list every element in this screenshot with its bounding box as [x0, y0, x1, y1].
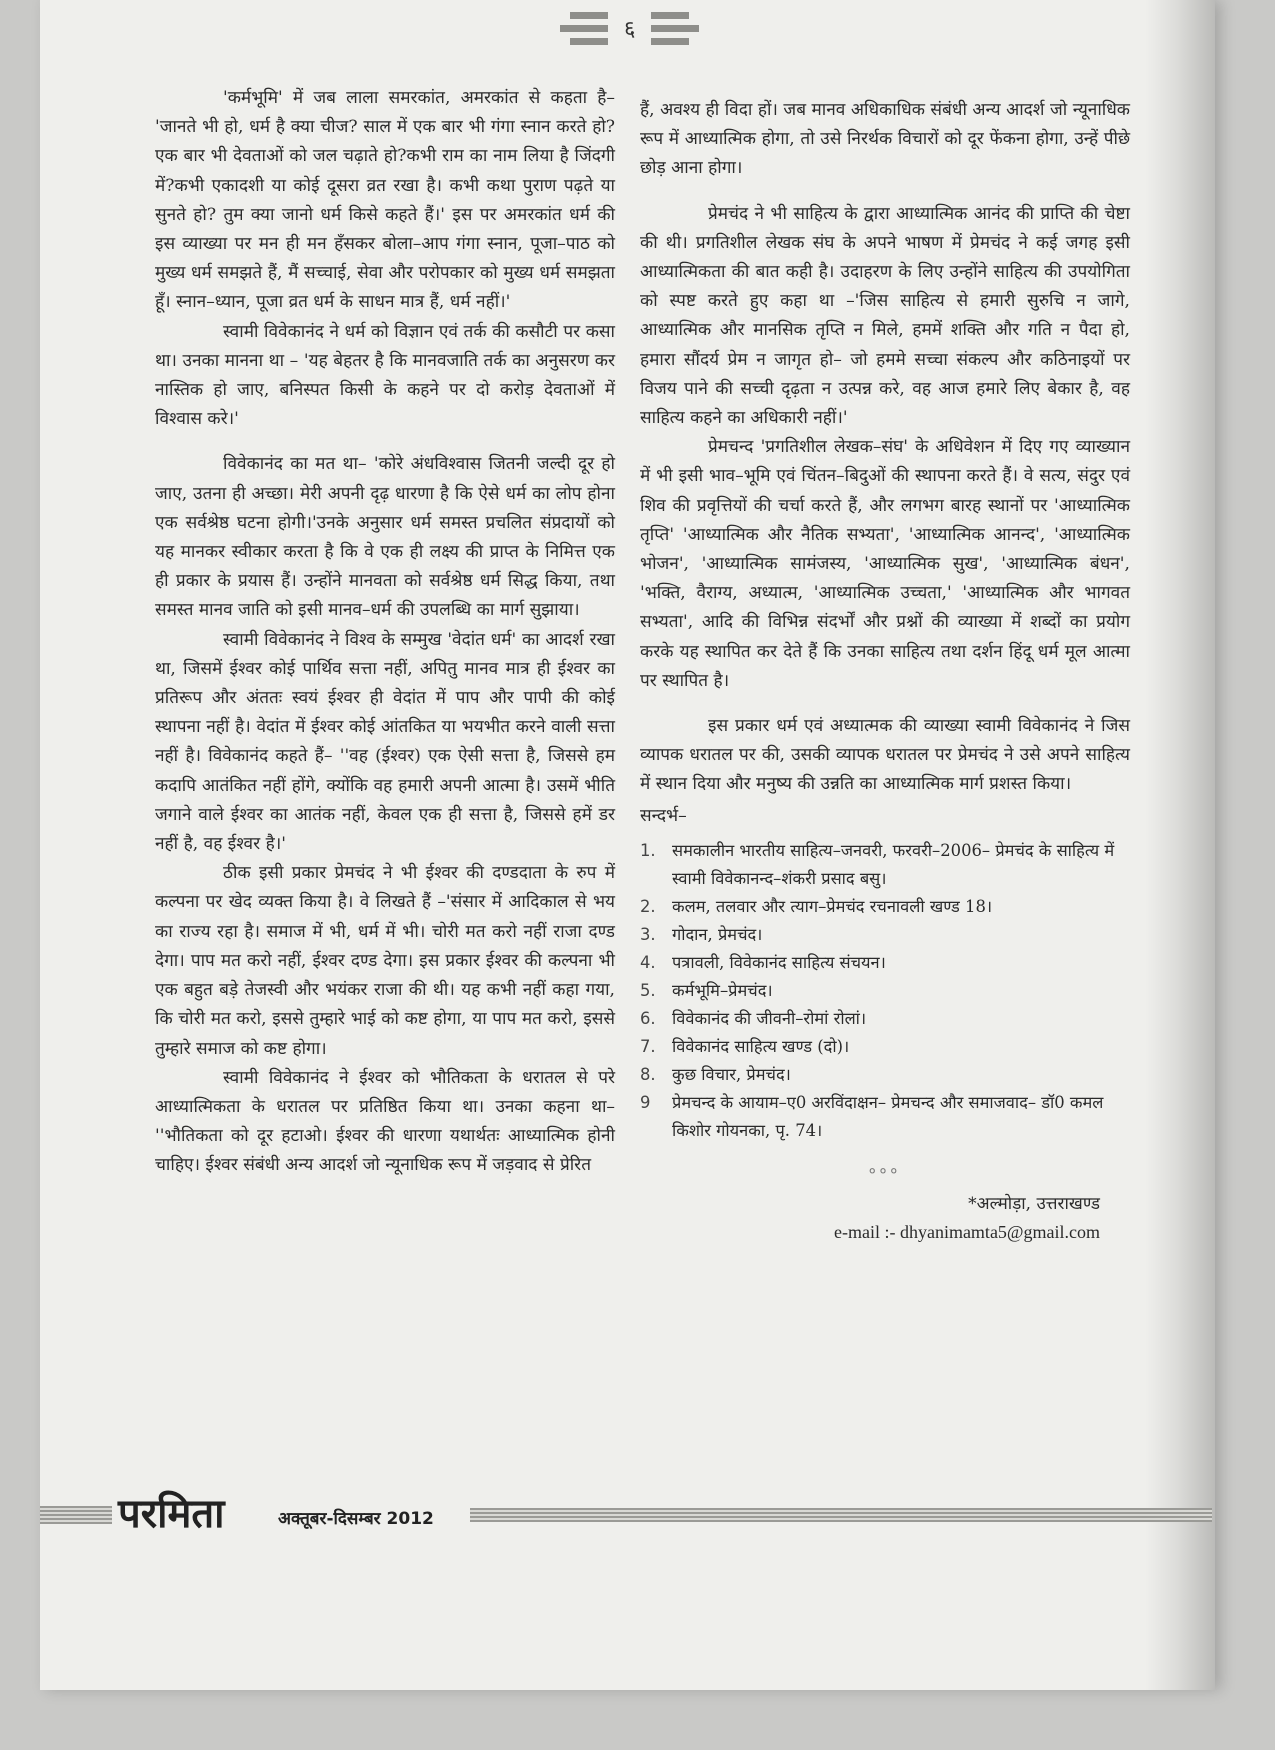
- reference-item: 7. विवेकानंद साहित्य खण्ड (दो)।: [640, 1036, 850, 1056]
- paragraph: ठीक इसी प्रकार प्रेमचंद ने भी ईश्वर की दण्डदाता के रुप में कल्पना पर खेद व्यक्त किया है। वे लिखते हैं –'संसार में आदिकाल से भय का राज्य रहा है। समाज में भी, धर्म में भी। चोरी मत करो नहीं राजा दण्ड देगा। पाप मत करो नहीं, ईश्वर दण्ड देगा। इस प्रकार ईश्वर की कल्पना भी एक बहुत बड़े तेजस्वी और भयंकर राजा की थी। यह कभी नहीं कहा गया, कि चोरी मत करो, इससे तुम्हारे भाई को कष्ट होगा, या पाप मत करो, इससे तुम्हारे समाज को कष्ट होगा।: [155, 863, 615, 1059]
- author-email: e-mail :- dhyanimamta5@gmail.com: [833, 1222, 1100, 1243]
- left-column: [155, 84, 615, 1181]
- page-spine-shadow: [1145, 0, 1215, 1690]
- reference-item: 6. विवेकानंद की जीवनी–रोमां रोलां।: [640, 1008, 867, 1028]
- footer-stripe-left: [40, 1506, 112, 1524]
- references-list: [640, 837, 1130, 1145]
- paragraph: स्वामी विवेकानंद ने धर्म को विज्ञान एवं तर्क की कसौटी पर कसा था। उनका मानना था – 'यह बेहतर है कि मानवजाति तर्क का अनुसरण कर नास्तिक हो जाए, बनिस्पत किसी के कहने पर दो करोड़ देवताओं में विश्वास करे।': [155, 321, 615, 430]
- paragraph: इस प्रकार धर्म एवं अध्यात्मक की व्याख्या स्वामी विवेकानंद ने जिस व्यापक धरातल पर की, उसकी व्यापक धरातल पर प्रेमचंद ने उसे अपने साहित्य में स्थान दिया और मनुष्य की उन्नति का आध्यात्मिक मार्ग प्रशस्त किया।: [640, 716, 1130, 795]
- header-ornament-left: [560, 12, 608, 45]
- issue-date: अक्तूबर-दिसम्बर 2012: [278, 1509, 434, 1529]
- reference-item: 2. कलम, तलवार और त्याग–प्रेमचंद रचनावली खण्ड 18।: [640, 896, 993, 916]
- paragraph: प्रेमचंद ने भी साहित्य के द्वारा आध्यात्मिक आनंद की प्राप्ति की चेष्टा की थी। प्रगतिशील लेखक संघ के अपने भाषण में प्रेमचंद ने कई जगह इसी आध्यात्मिकता की बात कही है। उदाहरण के लिए उन्होंने साहित्य की उपयोगिता को स्पष्ट करते हुए कहा था –'जिस साहित्य से हमारी सुरुचि न जागे, आध्यात्मिक और मानसिक तृप्ति न मिले, हममें शक्ति और गति न पैदा हो, हमारा सौंदर्य प्रेम न जागृत हो– जो हममे सच्चा संकल्प और कठिनाइयों पर विजय पाने की सच्ची दृढ़ता न उत्पन्न करे, वह आज हमारे लिए बेकार है, वह साहित्य कहने का अधिकारी नहीं।': [640, 203, 1130, 429]
- paragraph: 'कर्मभूमि' में जब लाला समरकांत, अमरकांत से कहता है– 'जानते भी हो, धर्म है क्या चीज? साल में एक बार भी गंगा स्नान करते हो?एक बार भी देवताओं को जल चढ़ाते हो?कभी राम का नाम लिया है जिंदगी में?कभी एकादशी या कोई दूसरा व्रत रखा है। कभी कथा पुराण पढ़ते या सुनते हो? तुम क्या जानो धर्म किसे कहते हैं।' इस पर अमरकांत धर्म की इस व्याख्या पर मन ही मन हँसकर बोला–आप गंगा स्नान, पूजा–पाठ को मुख्य धर्म समझते हैं, मैं सच्चाई, सेवा और परोपकार को मुख्य धर्म समझता हूँ। स्नान–ध्यान, पूजा व्रत धर्म के साधन मात्र हैं, धर्म नहीं।': [155, 88, 615, 313]
- paragraph: हैं, अवश्य ही विदा हों। जब मानव अधिकाधिक संबंधी अन्य आदर्श जो न्यूनाधिक रूप में आध्यात्मिक होगा, तो उसे निरर्थक विचारों को दूर फेंकना होगा, उन्हें पीछे छोड़ आना होगा।: [640, 100, 1130, 179]
- reference-item: 3. गोदान, प्रेमचंद।: [640, 924, 763, 944]
- paragraph: स्वामी विवेकानंद ने विश्व के सम्मुख 'वेदांत धर्म' का आदर्श रखा था, जिसमें ईश्वर कोई पार्थिव सत्ता नहीं, अपितु मानव मात्र ही ईश्वर का प्रतिरूप और अंततः स्वयं ईश्वर ही वेदांत में पाप और पापी की कोई स्थापना नहीं है। वेदांत में ईश्वर कोई आंतकित या भयभीत करने वाली सत्ता नहीं है। विवेकानंद कहते हैं– ''वह (ईश्वर) एक ऐसी सत्ता है, जिससे हम कदापि आतंकित नहीं होंगे, क्योंकि वह हमारी अपनी आत्मा है। उसमें भीति जगाने वाले ईश्वर का आतंक नहीं, केवल एक ही सत्ता है, जिससे हमें डर नहीं है, वह ईश्वर है।': [155, 629, 615, 855]
- reference-item: 9 प्रेमचन्द के आयाम–ए0 अरविंदाक्षन– प्रेमचन्द और समाजवाद– डॉ0 कमल किशोर गोयनका, पृ. 74।: [640, 1092, 1104, 1140]
- reference-item: 8. कुछ विचार, प्रेमचंद।: [640, 1064, 791, 1084]
- paragraph: विवेकानंद का मत था– 'कोरे अंधविश्वास जितनी जल्दी दूर हो जाए, उतना ही अच्छा। मेरी अपनी दृढ़ धारणा है कि ऐसे धर्म का लोप होना एक सर्वश्रेष्ठ घटना होगी।'उनके अनुसार धर्म समस्त प्रचलित संप्रदायों को यह मानकर स्वीकार करता है कि वे एक ही लक्ष्य की प्राप्त के निमित्त एक ही प्रकार के प्रयास हैं। उन्होंने मानवता को सर्वश्रेष्ठ धर्म सिद्ध किया, तथा समस्त मानव जाति को इसी मानव–धर्म की उपलब्धि का मार्ग सुझाया।: [155, 454, 615, 621]
- paragraph: स्वामी विवेकानंद ने ईश्वर को भौतिकता के धरातल से परे आध्यात्मिकता के धरातल पर प्रतिष्ठित किया था। उनका कहना था– ''भौतिकता को दूर हटाओ। ईश्वर की धारणा यथार्थतः आध्यात्मिक होनी चाहिए। ईश्वर संबंधी अन्य आदर्श जो न्यूनाधिक रूप में जड़वाद से प्रेरित: [155, 1067, 615, 1176]
- reference-item: 1. समकालीन भारतीय साहित्य–जनवरी, फरवरी–2006– प्रेमचंद के साहित्य में स्वामी विवेकानन्द–शंकरी प्रसाद बसु।: [640, 840, 1115, 888]
- page-number: ६: [624, 17, 636, 42]
- references-heading: सन्दर्भ–: [640, 805, 687, 826]
- footer-stripe-right: [470, 1508, 1212, 1522]
- author-location: *अल्मोड़ा, उत्तराखण्ड: [968, 1194, 1100, 1215]
- reference-item: 5. कर्मभूमि–प्रेमचंद।: [640, 980, 773, 1000]
- magazine-logo: परमिता: [118, 1490, 225, 1537]
- page-header: [560, 8, 699, 48]
- paragraph: प्रेमचन्द 'प्रगतिशील लेखक–संघ' के अधिवेशन में दिए गए व्याख्यान में भी इसी भाव–भूमि एवं चिंतन–बिदुओं की स्थापना करते हैं। वे सत्य, संदुर एवं शिव की प्रवृत्तियों की चर्चा करते हैं, और लगभग बारह स्थानों पर 'आध्यात्मिक तृप्ति' 'आध्यात्मिक और नैतिक सभ्यता', 'आध्यात्मिक आनन्द', 'आध्यात्मिक भोजन', 'आध्यात्मिक सामंजस्य, 'आध्यात्मिक सुख', 'आध्यात्मिक बंधन', 'भक्ति, वैराग्य, अध्यात्म, 'आध्यात्मिक उच्चता,' 'आध्यात्मिक और भागवत सभ्यता', आदि की विभिन्न संदर्भों और प्रश्नों की व्याख्या में शब्दों का प्रयोग करके यह स्थापित कर देते हैं कि उनका साहित्य तथा दर्शन हिंदू धर्म मूल आत्मा पर स्थापित है।: [640, 437, 1130, 691]
- header-ornament-right: [651, 12, 699, 45]
- reference-item: 4. पत्रावली, विवेकानंद साहित्य संचयन।: [640, 952, 886, 972]
- section-separator: ०००: [868, 1163, 902, 1179]
- right-column: [640, 96, 1130, 1247]
